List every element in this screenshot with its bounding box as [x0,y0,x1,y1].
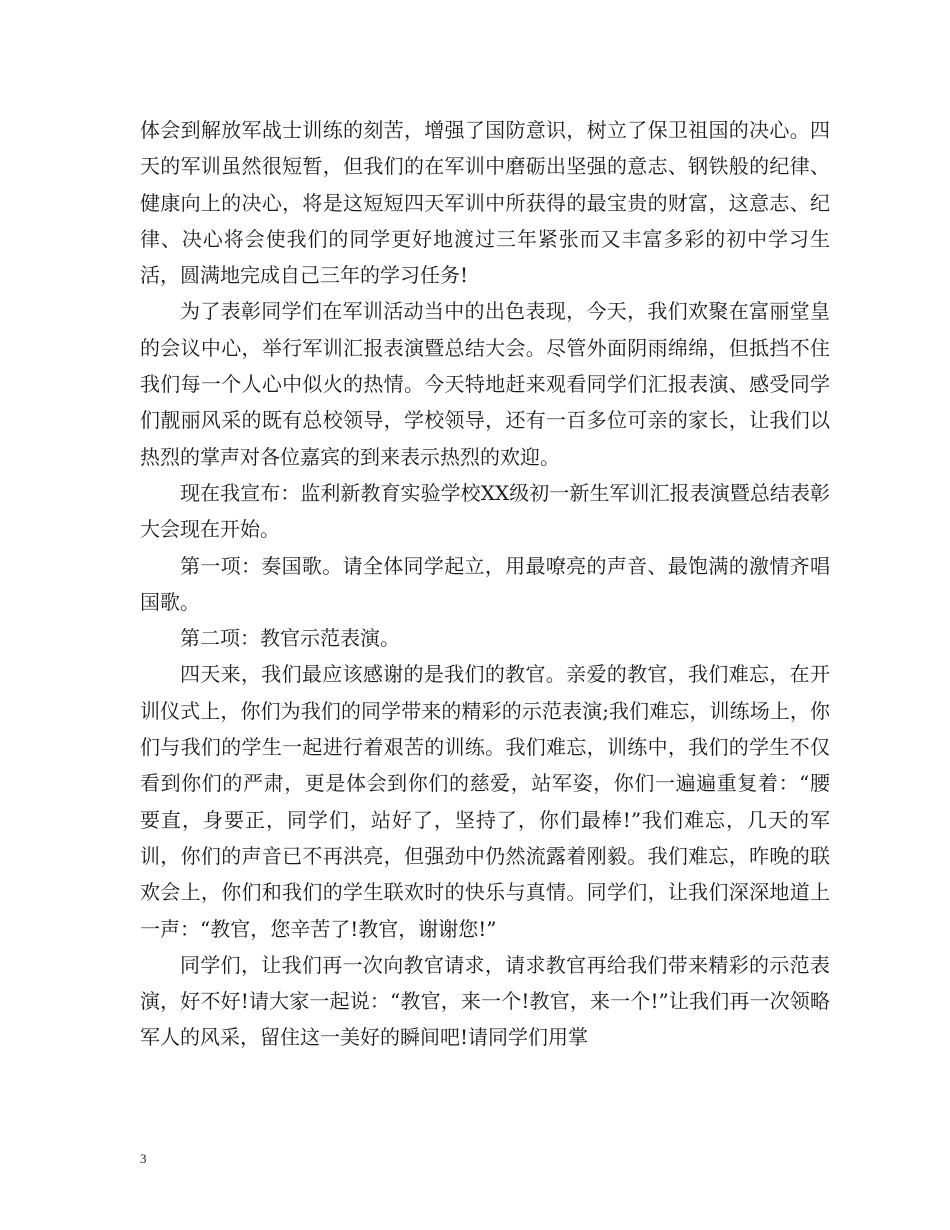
page-number: 3 [140,1151,147,1166]
paragraph: 为了表彰同学们在军训活动当中的出色表现，今天，我们欢聚在富丽堂皇的会议中心，举行军训汇报表演暨总结大会。尽管外面阴雨绵绵，但抵挡不住我们每一个人心中似火的热情。今天特地赶来观看同学们汇报表演、感受同学们靓丽风采的既有总校领导，学校领导，还有一百多位可亲的家长，让我们以热烈的掌声对各位嘉宾的到来表示热烈的欢迎。 [140,299,830,469]
paragraph: 第二项：教官示范表演。 [180,626,400,651]
document-body [140,112,830,1056]
paragraph: 现在我宣布：监利新教育实验学校XX级初一新生军训汇报表演暨总结表彰大会现在开始。 [140,480,830,542]
paragraph: 四天来，我们最应该感谢的是我们的教官。亲爱的教官，我们难忘，在开训仪式上，你们为我们的同学带来的精彩的示范表演;我们难忘，训练场上，你们与我们的学生一起进行着艰苦的训练。我们难忘，训练中，我们的学生不仅看到你们的严肃，更是体会到你们的慈爱，站军姿，你们一遍遍重复着：“腰要直，身要正，同学们，站好了，坚持了，你们最棒!”我们难忘，几天的军训，你们的声音已不再洪亮，但强劲中仍然流露着刚毅。我们难忘，昨晚的联欢会上，你们和我们的学生联欢时的快乐与真情。同学们，让我们深深地道上一声：“教官，您辛苦了!教官，谢谢您!” [140,662,830,941]
paragraph: 同学们，让我们再一次向教官请求，请求教官再给我们带来精彩的示范表演，好不好!请大家一起说：“教官，来一个!教官，来一个!”让我们再一次领略军人的风采，留住这一美好的瞬间吧!请同学们用掌 [140,952,830,1050]
paragraph-continued: 体会到解放军战士训练的刻苦，增强了国防意识，树立了保卫祖国的决心。四天的军训虽然很短暂，但我们的在军训中磨砺出坚强的意志、钢铁般的纪律、健康向上的决心，将是这短短四天军训中所获得的最宝贵的财富，这意志、纪律、决心将会使我们的同学更好地渡过三年紧张而又丰富多彩的初中学习生活，圆满地完成自己三年的学习任务! [140,118,830,288]
paragraph: 第一项：奏国歌。请全体同学起立，用最嘹亮的声音、最饱满的激情齐唱国歌。 [140,553,830,614]
